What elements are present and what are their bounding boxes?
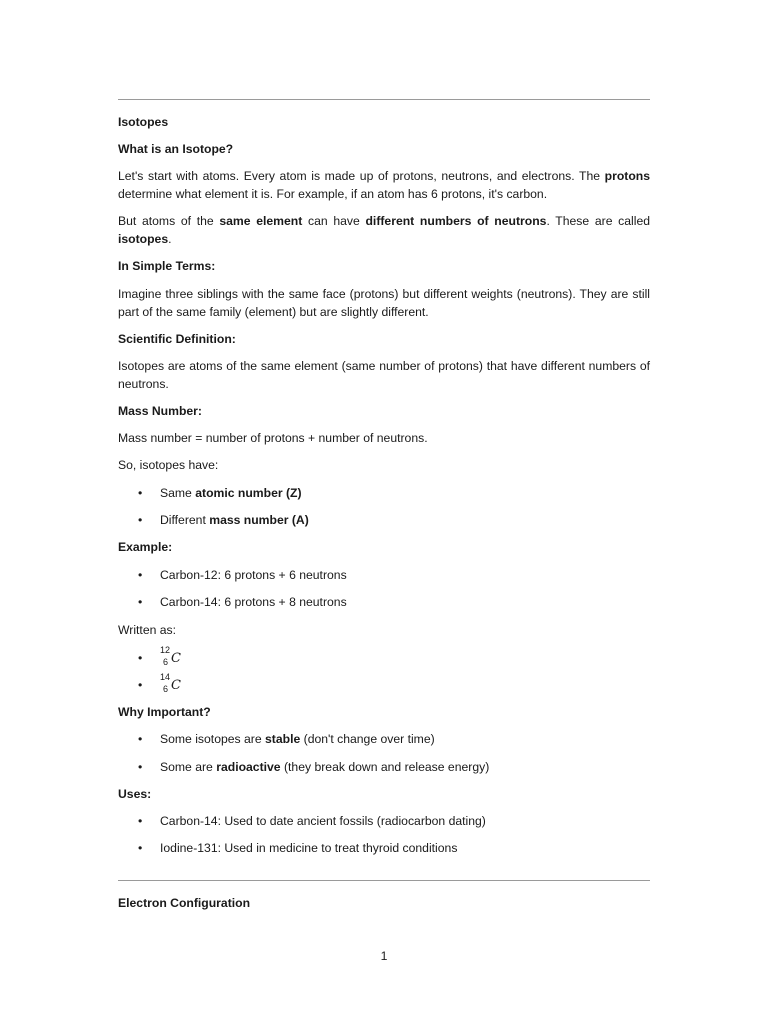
bullet: •: [138, 486, 143, 500]
horizontal-rule-top: [118, 99, 650, 100]
bullet: •: [138, 678, 143, 692]
heading-scientific-definition: Scientific Definition:: [118, 332, 236, 346]
bullet: •: [138, 814, 143, 828]
bullet: •: [138, 651, 143, 665]
heading-mass-number: Mass Number:: [118, 404, 202, 418]
heading-electron-configuration: Electron Configuration: [118, 896, 251, 910]
bullet: •: [138, 760, 143, 774]
heading-example: Example:: [118, 540, 173, 554]
bullet: •: [138, 732, 143, 746]
paragraph-atoms: Let's start with atoms. Every atom is made up of protons, neutrons, and electrons. The protons determine what element it is. For example, if an atom has 6 protons, it's carbon.: [118, 169, 650, 201]
paragraph-so-isotopes: So, isotopes have:: [118, 458, 219, 472]
heading-uses: Uses:: [118, 787, 152, 801]
paragraph-mass-number: Mass number = number of protons + number of neutrons.: [118, 431, 428, 445]
isotope-notation-carbon-12: 12 6 C: [160, 645, 181, 667]
isotope-notation-carbon-14: 14 6 C: [160, 672, 181, 694]
bullet: •: [138, 595, 143, 609]
bullet: •: [138, 513, 143, 527]
paragraph-scientific-definition: Isotopes are atoms of the same element (same number of protons) that have different numbers of neutrons.: [118, 359, 650, 391]
bullet: •: [138, 841, 143, 855]
horizontal-rule-bottom: [118, 880, 650, 881]
heading-simple-terms: In Simple Terms:: [118, 259, 216, 273]
paragraph-simple-terms: Imagine three siblings with the same face (protons) but different weights (neutrons). They are still part of the same family (element) but are slightly different.: [118, 287, 650, 319]
page-number: 1: [380, 949, 388, 963]
heading-why-important: Why Important?: [118, 705, 211, 719]
document-page: Isotopes What is an Isotope? Let's start with atoms. Every atom is made up of protons, neutrons, and electrons. The protons determine what element it is. For example, if an atom has 6 protons, it's carbon. But atoms of the same element can have different numbers of neutrons. These are called isotopes. In Simple Terms: Imagine three siblings with the same face (protons) but different weights (neutrons). They are still part of the same family (element) but are slightly different. Scientific Definition: Isotopes are atoms of the same element (same number of protons) that have different numbers of neutrons. Mass Number: Mass number = number of protons + number of neutrons. So, isotopes have: • Same atomic number (Z) • Different mass number (A) Example: • Carbon-12: 6 protons + 6 neutrons • Carbon-14: 6 protons + 8 neutrons Written as: • 12 6 C • 14 6 C Why Important? • Some isotopes are stable (don't change over time) • Some are radioactive (they break down and release energy) Uses: • Carbon-14: Used to date ancient fossils (radiocarbon dating) • Iodine-131: Used in medicine to treat thyroid conditions Electron Configuration: [118, 0, 650, 1024]
section-title: Isotopes: [118, 115, 169, 129]
heading-what-is-isotope: What is an Isotope?: [118, 142, 234, 156]
paragraph-isotopes-intro: But atoms of the same element can have different numbers of neutrons. These are called isotopes.: [118, 214, 651, 246]
paragraph-written-as: Written as:: [118, 623, 177, 637]
bullet: •: [138, 568, 143, 582]
